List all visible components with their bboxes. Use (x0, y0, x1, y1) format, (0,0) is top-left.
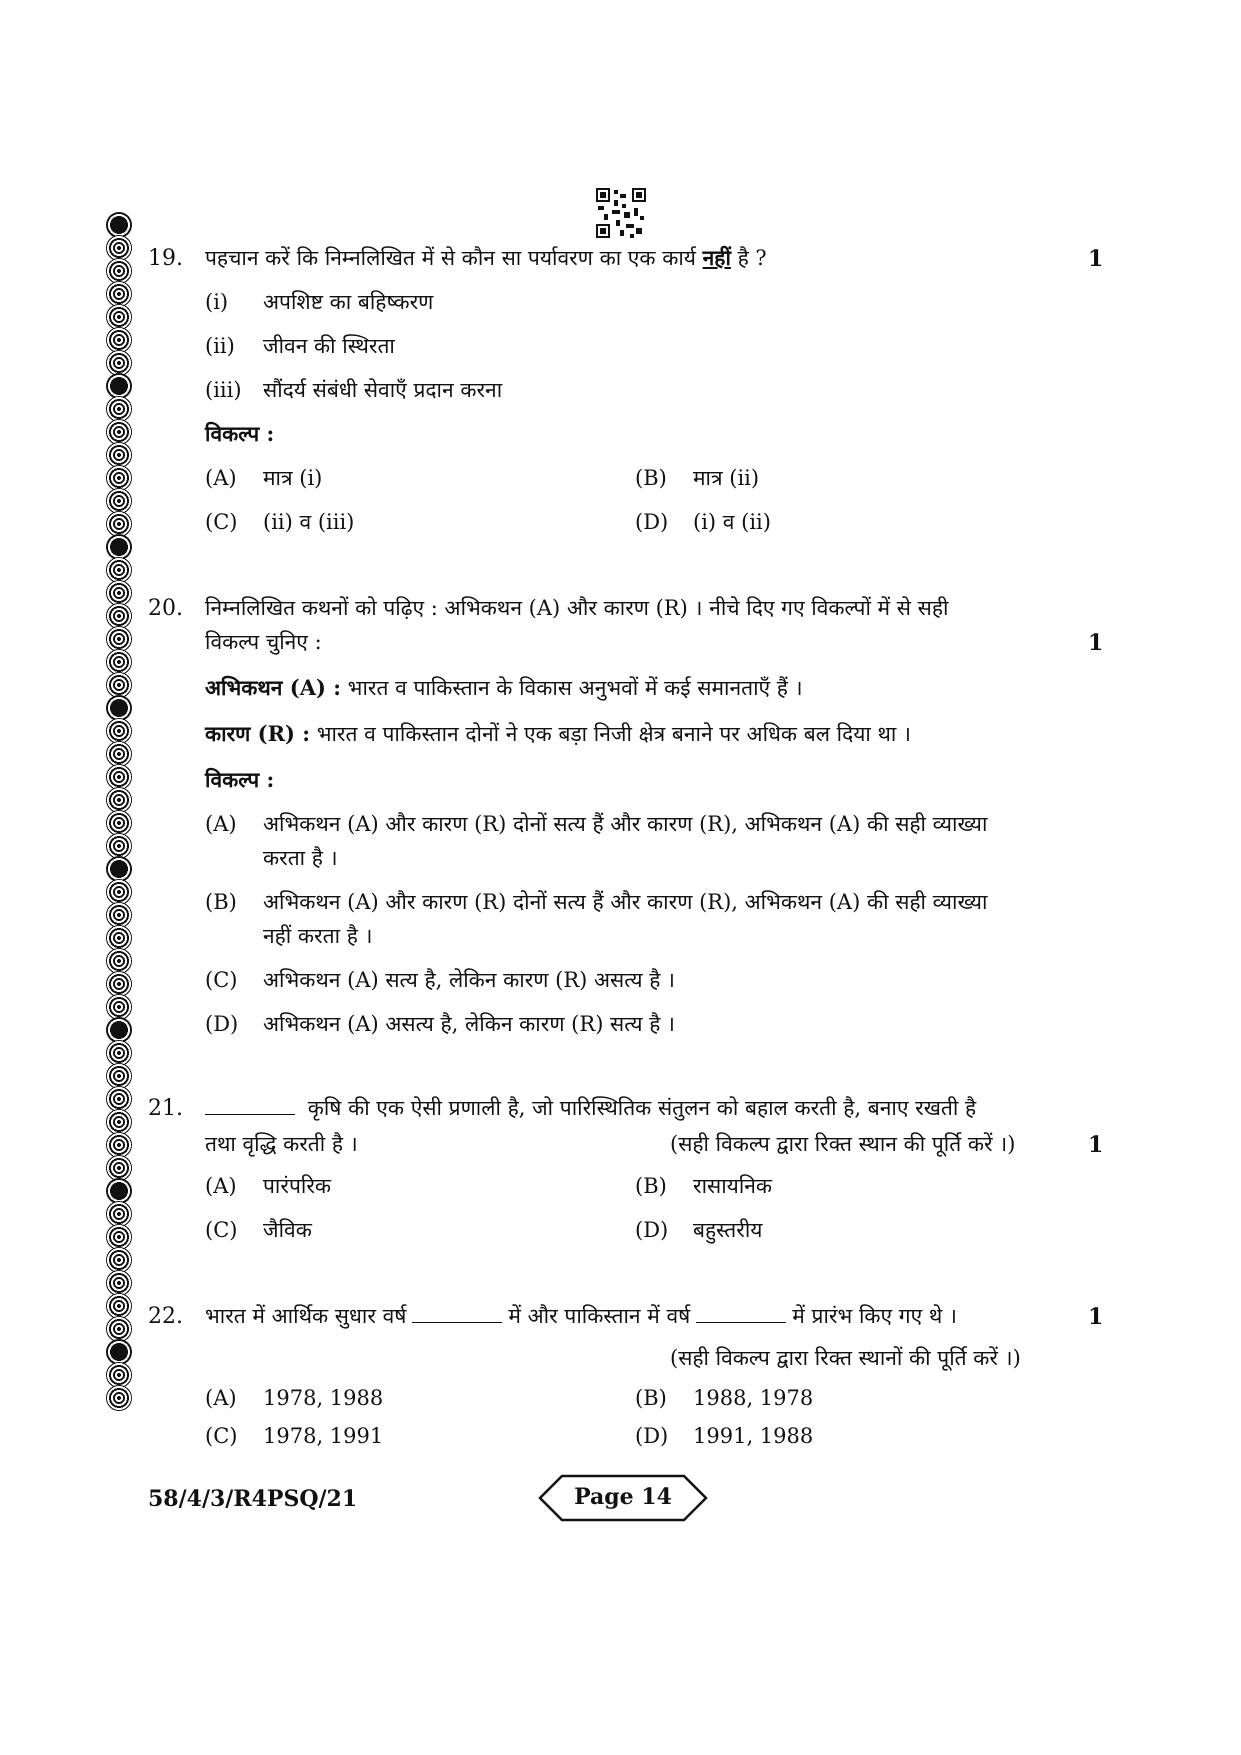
option-a-line2: करता है । (263, 846, 338, 870)
answer-blank (412, 1304, 502, 1323)
option-d: (D) 1991, 1988 (635, 1424, 814, 1448)
assertion: अभिकथन (A) : भारत व पाकिस्तान के विकास अनुभवों में कई समानताएँ हैं । (205, 675, 803, 700)
option-b: (B) मात्र (ii) (635, 466, 760, 490)
reason: कारण (R) : भारत व पाकिस्तान दोनों ने एक बड़ा निजी क्षेत्र बनाने पर अधिक बल दिया था । (205, 721, 912, 746)
option-b: (B) अभिकथन (A) और कारण (R) दोनों सत्य हैं और कारण (R), अभिकथन (A) की सही व्याख्या (205, 890, 988, 914)
marks: 1 (1088, 630, 1104, 656)
page-number: Page 14 (574, 1484, 672, 1510)
options-heading: विकल्प : (205, 421, 275, 446)
question-stem: पहचान करें कि निम्नलिखित में से कौन सा पर्यावरण का एक कार्य नहीं है ? (205, 245, 767, 270)
option-c: (C) (ii) व (iii) (205, 510, 355, 534)
qr-code-icon (596, 188, 646, 238)
marks: 1 (1088, 246, 1104, 272)
question-number: 21. (148, 1096, 183, 1121)
option-a: (A) पारंपरिक (205, 1174, 332, 1198)
page-number-tag (538, 1474, 708, 1522)
options-heading: विकल्प : (205, 767, 275, 792)
margin-ring-border (106, 212, 136, 1408)
emphasis-not: नहीं (702, 245, 731, 270)
question-stem-line2: तथा वृद्धि करती है । (205, 1132, 358, 1156)
question-number: 20. (148, 596, 183, 621)
paper-code: 58/4/3/R4PSQ/21 (148, 1486, 358, 1512)
question-stem-line2: विकल्प चुनिए : (205, 630, 322, 654)
statement-item: (ii) जीवन की स्थिरता (205, 334, 395, 358)
option-d: (D) बहुस्तरीय (635, 1218, 763, 1242)
question-stem-line1: कृषि की एक ऐसी प्रणाली है, जो पारिस्थितिक संतुलन को बहाल करती है, बनाए रखती है (205, 1094, 976, 1122)
answer-blank (696, 1304, 786, 1323)
option-a: (A) 1978, 1988 (205, 1386, 384, 1410)
marks: 1 (1088, 1304, 1104, 1330)
option-d: (D) (i) व (ii) (635, 510, 771, 534)
answer-blank (205, 1096, 295, 1115)
option-a: (A) मात्र (i) (205, 466, 323, 490)
statement-item: (iii) सौंदर्य संबंधी सेवाएँ प्रदान करना (205, 378, 503, 402)
option-c: (C) जैविक (205, 1218, 312, 1242)
question-stem: भारत में आर्थिक सुधार वर्ष में और पाकिस्तान में वर्ष में प्रारंभ किए गए थे । (205, 1304, 957, 1328)
option-c: (C) अभिकथन (A) सत्य है, लेकिन कारण (R) असत्य है । (205, 968, 675, 992)
option-b: (B) रासायनिक (635, 1174, 773, 1198)
option-a: (A) अभिकथन (A) और कारण (R) दोनों सत्य हैं और कारण (R), अभिकथन (A) की सही व्याख्या (205, 812, 988, 836)
question-number: 19. (148, 246, 183, 271)
statement-item: (i) अपशिष्ट का बहिष्करण (205, 290, 434, 314)
question-number: 22. (148, 1304, 183, 1329)
instruction: (सही विकल्प द्वारा रिक्त स्थानों की पूर्ति करें ।) (670, 1346, 1021, 1370)
option-b: (B) 1988, 1978 (635, 1386, 814, 1410)
question-stem-line1: निम्नलिखित कथनों को पढ़िए : अभिकथन (A) और कारण (R) । नीचे दिए गए विकल्पों में से सही (205, 596, 949, 620)
option-b-line2: नहीं करता है । (263, 924, 373, 948)
option-c: (C) 1978, 1991 (205, 1424, 384, 1448)
marks: 1 (1088, 1132, 1104, 1158)
instruction: (सही विकल्प द्वारा रिक्त स्थान की पूर्ति करें ।) (670, 1132, 1016, 1156)
option-d: (D) अभिकथन (A) असत्य है, लेकिन कारण (R) सत्य है । (205, 1012, 675, 1036)
